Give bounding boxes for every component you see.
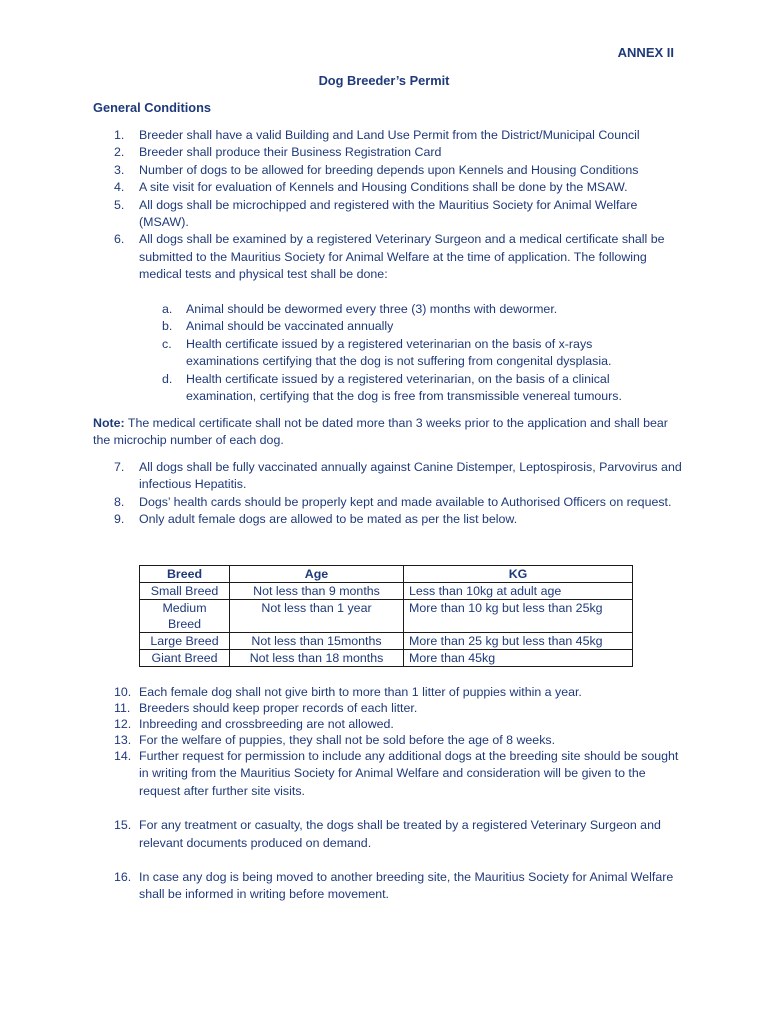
list-item: 11. Breeders should keep proper records of each litter. <box>114 701 418 715</box>
table-row <box>140 600 633 633</box>
table-header: Breed <box>140 566 230 583</box>
table-header: Age <box>230 566 404 583</box>
table-row <box>140 650 633 667</box>
document-title: Dog Breeder’s Permit <box>318 73 450 88</box>
table-cell: Medium Breed <box>140 600 230 633</box>
table-cell: Not less than 1 year <box>230 600 404 633</box>
sub-list-item: b. Animal should be vaccinated annually <box>162 319 394 334</box>
sub-list-item: d. Health certificate issued by a registered veterinarian, on the basis of a clinical examination, certifying that the dog is free from transmissible venereal tumours. <box>162 371 622 404</box>
list-item: 3. Number of dogs to be allowed for breeding depends upon Kennels and Housing Conditions <box>114 162 639 177</box>
table-cell: Not less than 9 months <box>230 583 404 600</box>
table-cell: More than 45kg <box>404 650 633 667</box>
list-item: 2. Breeder shall produce their Business Registration Card <box>114 145 442 160</box>
note-paragraph <box>93 415 683 450</box>
list-item: 6. All dogs shall be examined by a registered Veterinary Surgeon and a medical certificate shall be submitted to the Mauritius Society for Animal Welfare at the time of application. The following medical tests and physical test shall be done: <box>114 232 665 282</box>
table-cell: Large Breed <box>140 633 230 650</box>
table-row <box>140 633 633 650</box>
conditions-list-c <box>93 684 683 904</box>
sub-list-item: a. Animal should be dewormed every three (3) months with dewormer. <box>162 302 558 316</box>
table-cell: More than 25 kg but less than 45kg <box>404 633 633 650</box>
list-item: 16. In case any dog is being moved to another breeding site, the Mauritius Society for Animal Welfare shall be informed in writing before movement. <box>114 870 674 902</box>
table-cell: Less than 10kg at adult age <box>404 583 633 600</box>
note-label: Note: <box>93 416 125 430</box>
list-item: 12. Inbreeding and crossbreeding are not allowed. <box>114 717 394 731</box>
table-cell: Not less than 15months <box>230 633 404 650</box>
list-item: 15. For any treatment or casualty, the dogs shall be treated by a registered Veterinary Surgeon and relevant documents produced on demand. <box>114 818 661 850</box>
spacer <box>93 800 683 817</box>
table-cell: Not less than 18 months <box>230 650 404 667</box>
spacer <box>93 852 683 869</box>
sub-list-item: c. Health certificate issued by a registered veterinarian on the basis of x-rays examinations certifying that the dog is not suffering from congenital dysplasia. <box>162 336 612 369</box>
conditions-list-a <box>93 127 683 284</box>
table-header: KG <box>404 566 633 583</box>
section-heading: General Conditions <box>93 100 212 115</box>
list-item: 8. Dogs’ health cards should be properly kept and made available to Authorised Officers on request. <box>114 494 672 509</box>
table-cell: Giant Breed <box>140 650 230 667</box>
list-item: 14. Further request for permission to include any additional dogs at the breeding site should be sought in writing from the Mauritius Society for Animal Welfare and consideration will be given to the request after further site visits. <box>114 749 679 798</box>
table-cell: More than 10 kg but less than 25kg <box>404 600 633 633</box>
table-header-row <box>140 566 633 583</box>
breed-age-weight-table <box>139 565 633 667</box>
medical-tests-list <box>139 301 659 405</box>
list-item: 4. A site visit for evaluation of Kennels and Housing Conditions shall be done by the MSAW. <box>114 180 628 195</box>
list-item: 5. All dogs shall be microchipped and registered with the Mauritius Society for Animal Welfare (MSAW). <box>114 197 638 230</box>
conditions-list-b <box>93 459 683 529</box>
table-cell: Small Breed <box>140 583 230 600</box>
table-row <box>140 583 633 600</box>
annex-label: ANNEX II <box>617 45 674 60</box>
list-item: 9. Only adult female dogs are allowed to be mated as per the list below. <box>114 512 518 527</box>
list-item: 7. All dogs shall be fully vaccinated annually against Canine Distemper, Leptospirosis, Parvovirus and infectious Hepatitis. <box>114 460 682 492</box>
list-item: 13. For the welfare of puppies, they shall not be sold before the age of 8 weeks. <box>114 733 556 747</box>
note-text: The medical certificate shall not be dated more than 3 weeks prior to the application and shall bear the microchip number of each dog. <box>93 416 668 448</box>
list-item: 1. Breeder shall have a valid Building and Land Use Permit from the District/Municipal Council <box>114 128 640 142</box>
list-item: 10. Each female dog shall not give birth to more than 1 litter of puppies within a year. <box>114 685 582 699</box>
